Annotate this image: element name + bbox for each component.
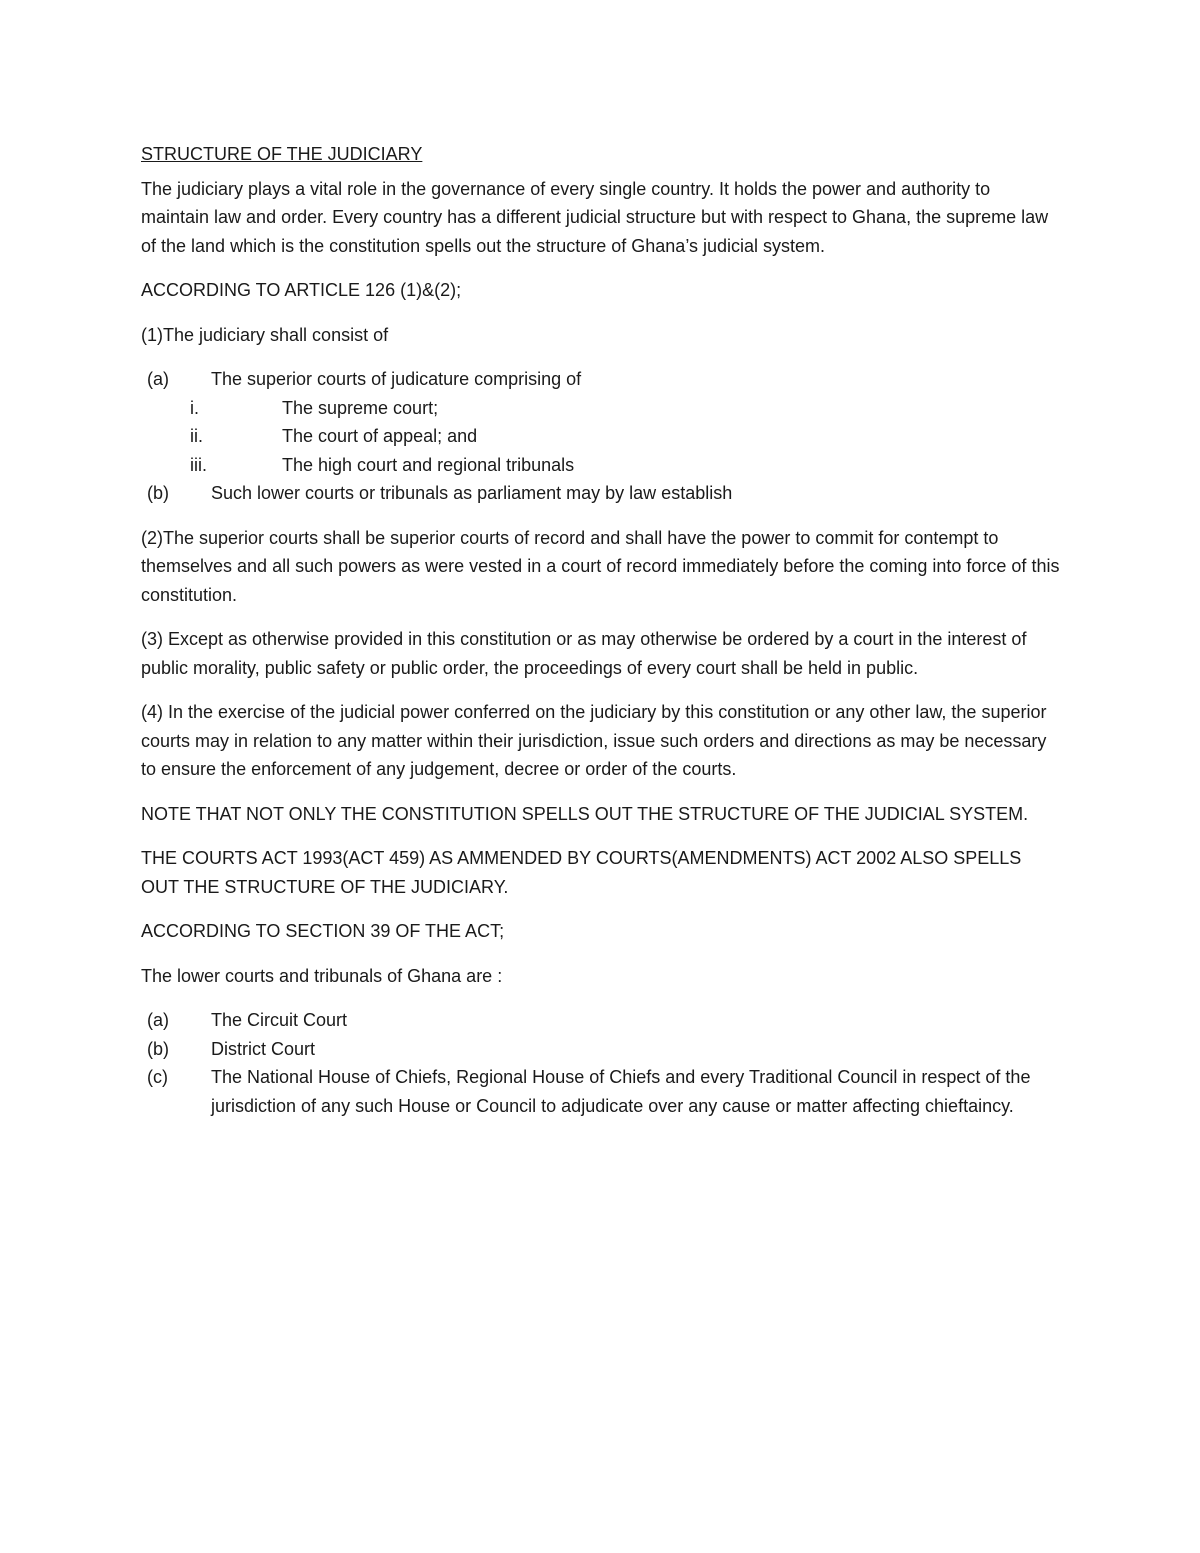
list-item (141, 1006, 1061, 1035)
sub-list-marker: ii. (190, 426, 203, 446)
sub-list-item-text: The supreme court; (282, 397, 439, 418)
list-marker: (a) (147, 1010, 169, 1030)
clause-1-list (141, 365, 1061, 508)
list-item-text: The Circuit Court (211, 1010, 348, 1030)
list-item (141, 479, 1061, 508)
list-marker: (b) (147, 483, 169, 503)
sub-list-item-text: The high court and regional tribunals (282, 454, 575, 475)
list-marker: (a) (147, 369, 169, 389)
section-heading: ACCORDING TO SECTION 39 OF THE ACT; (141, 921, 505, 941)
list-marker: (b) (147, 1038, 169, 1059)
courts-act-paragraph: THE COURTS ACT 1993(ACT 459) AS AMMENDED BY COURTS(AMENDMENTS) ACT 2002 ALSO SPELLS OUT THE STRUCTURE OF THE JUDICIARY. (141, 848, 1022, 897)
lower-courts-lead: The lower courts and tribunals of Ghana are : (141, 965, 503, 986)
intro-paragraph: The judiciary plays a vital role in the governance of every single country. It holds the power and authority to maintain law and order. Every country has a different judicial structure but with respect to Ghana, the supreme law of the land which is the constitution spells out the structure of Ghana’s judicial system. (141, 178, 1049, 256)
list-item-text: District Court (211, 1038, 316, 1059)
list-item (141, 1063, 1061, 1120)
clause-3-paragraph: (3) Except as otherwise provided in this constitution or as may otherwise be ordered by a court in the interest of public morality, public safety or public order, the proceedings of every court shall be held in public. (141, 629, 1027, 678)
list-item-text: Such lower courts or tribunals as parliament may by law establish (211, 483, 733, 503)
sub-list-marker: i. (190, 397, 199, 418)
lower-courts-list (141, 1006, 1061, 1120)
list-marker: (c) (147, 1067, 168, 1087)
note-paragraph: NOTE THAT NOT ONLY THE CONSTITUTION SPELLS OUT THE STRUCTURE OF THE JUDICIAL SYSTEM. (141, 803, 1029, 824)
document-page (141, 140, 1061, 1136)
article-heading: ACCORDING TO ARTICLE 126 (1)&(2); (141, 280, 462, 300)
list-item (141, 365, 1061, 394)
sub-list-item (141, 451, 1061, 480)
clause-2-paragraph: (2)The superior courts shall be superior courts of record and shall have the power to commit for contempt to themselves and all such powers as were vested in a court of record immediately before the coming into force of this constitution. (141, 527, 1060, 605)
sub-list-item (141, 394, 1061, 423)
list-item-text: The National House of Chiefs, Regional House of Chiefs and every Traditional Council in respect of the jurisdiction of any such House or Council to adjudicate over any cause or matter affecting chieftaincy. (211, 1067, 1031, 1116)
document-title: STRUCTURE OF THE JUDICIARY (141, 144, 423, 164)
sub-list-item (141, 422, 1061, 451)
clause-1-lead: (1)The judiciary shall consist of (141, 324, 389, 345)
list-item (141, 1035, 1061, 1064)
sub-list-marker: iii. (190, 454, 207, 475)
sub-list-item-text: The court of appeal; and (282, 426, 478, 446)
clause-4-paragraph: (4) In the exercise of the judicial power conferred on the judiciary by this constitution or any other law, the superior courts may in relation to any matter within their jurisdiction, issue such orders and directions as may be necessary to ensure the enforcement of any judgement, decree or order of the courts. (141, 702, 1047, 779)
list-item-text: The superior courts of judicature comprising of (211, 369, 582, 389)
